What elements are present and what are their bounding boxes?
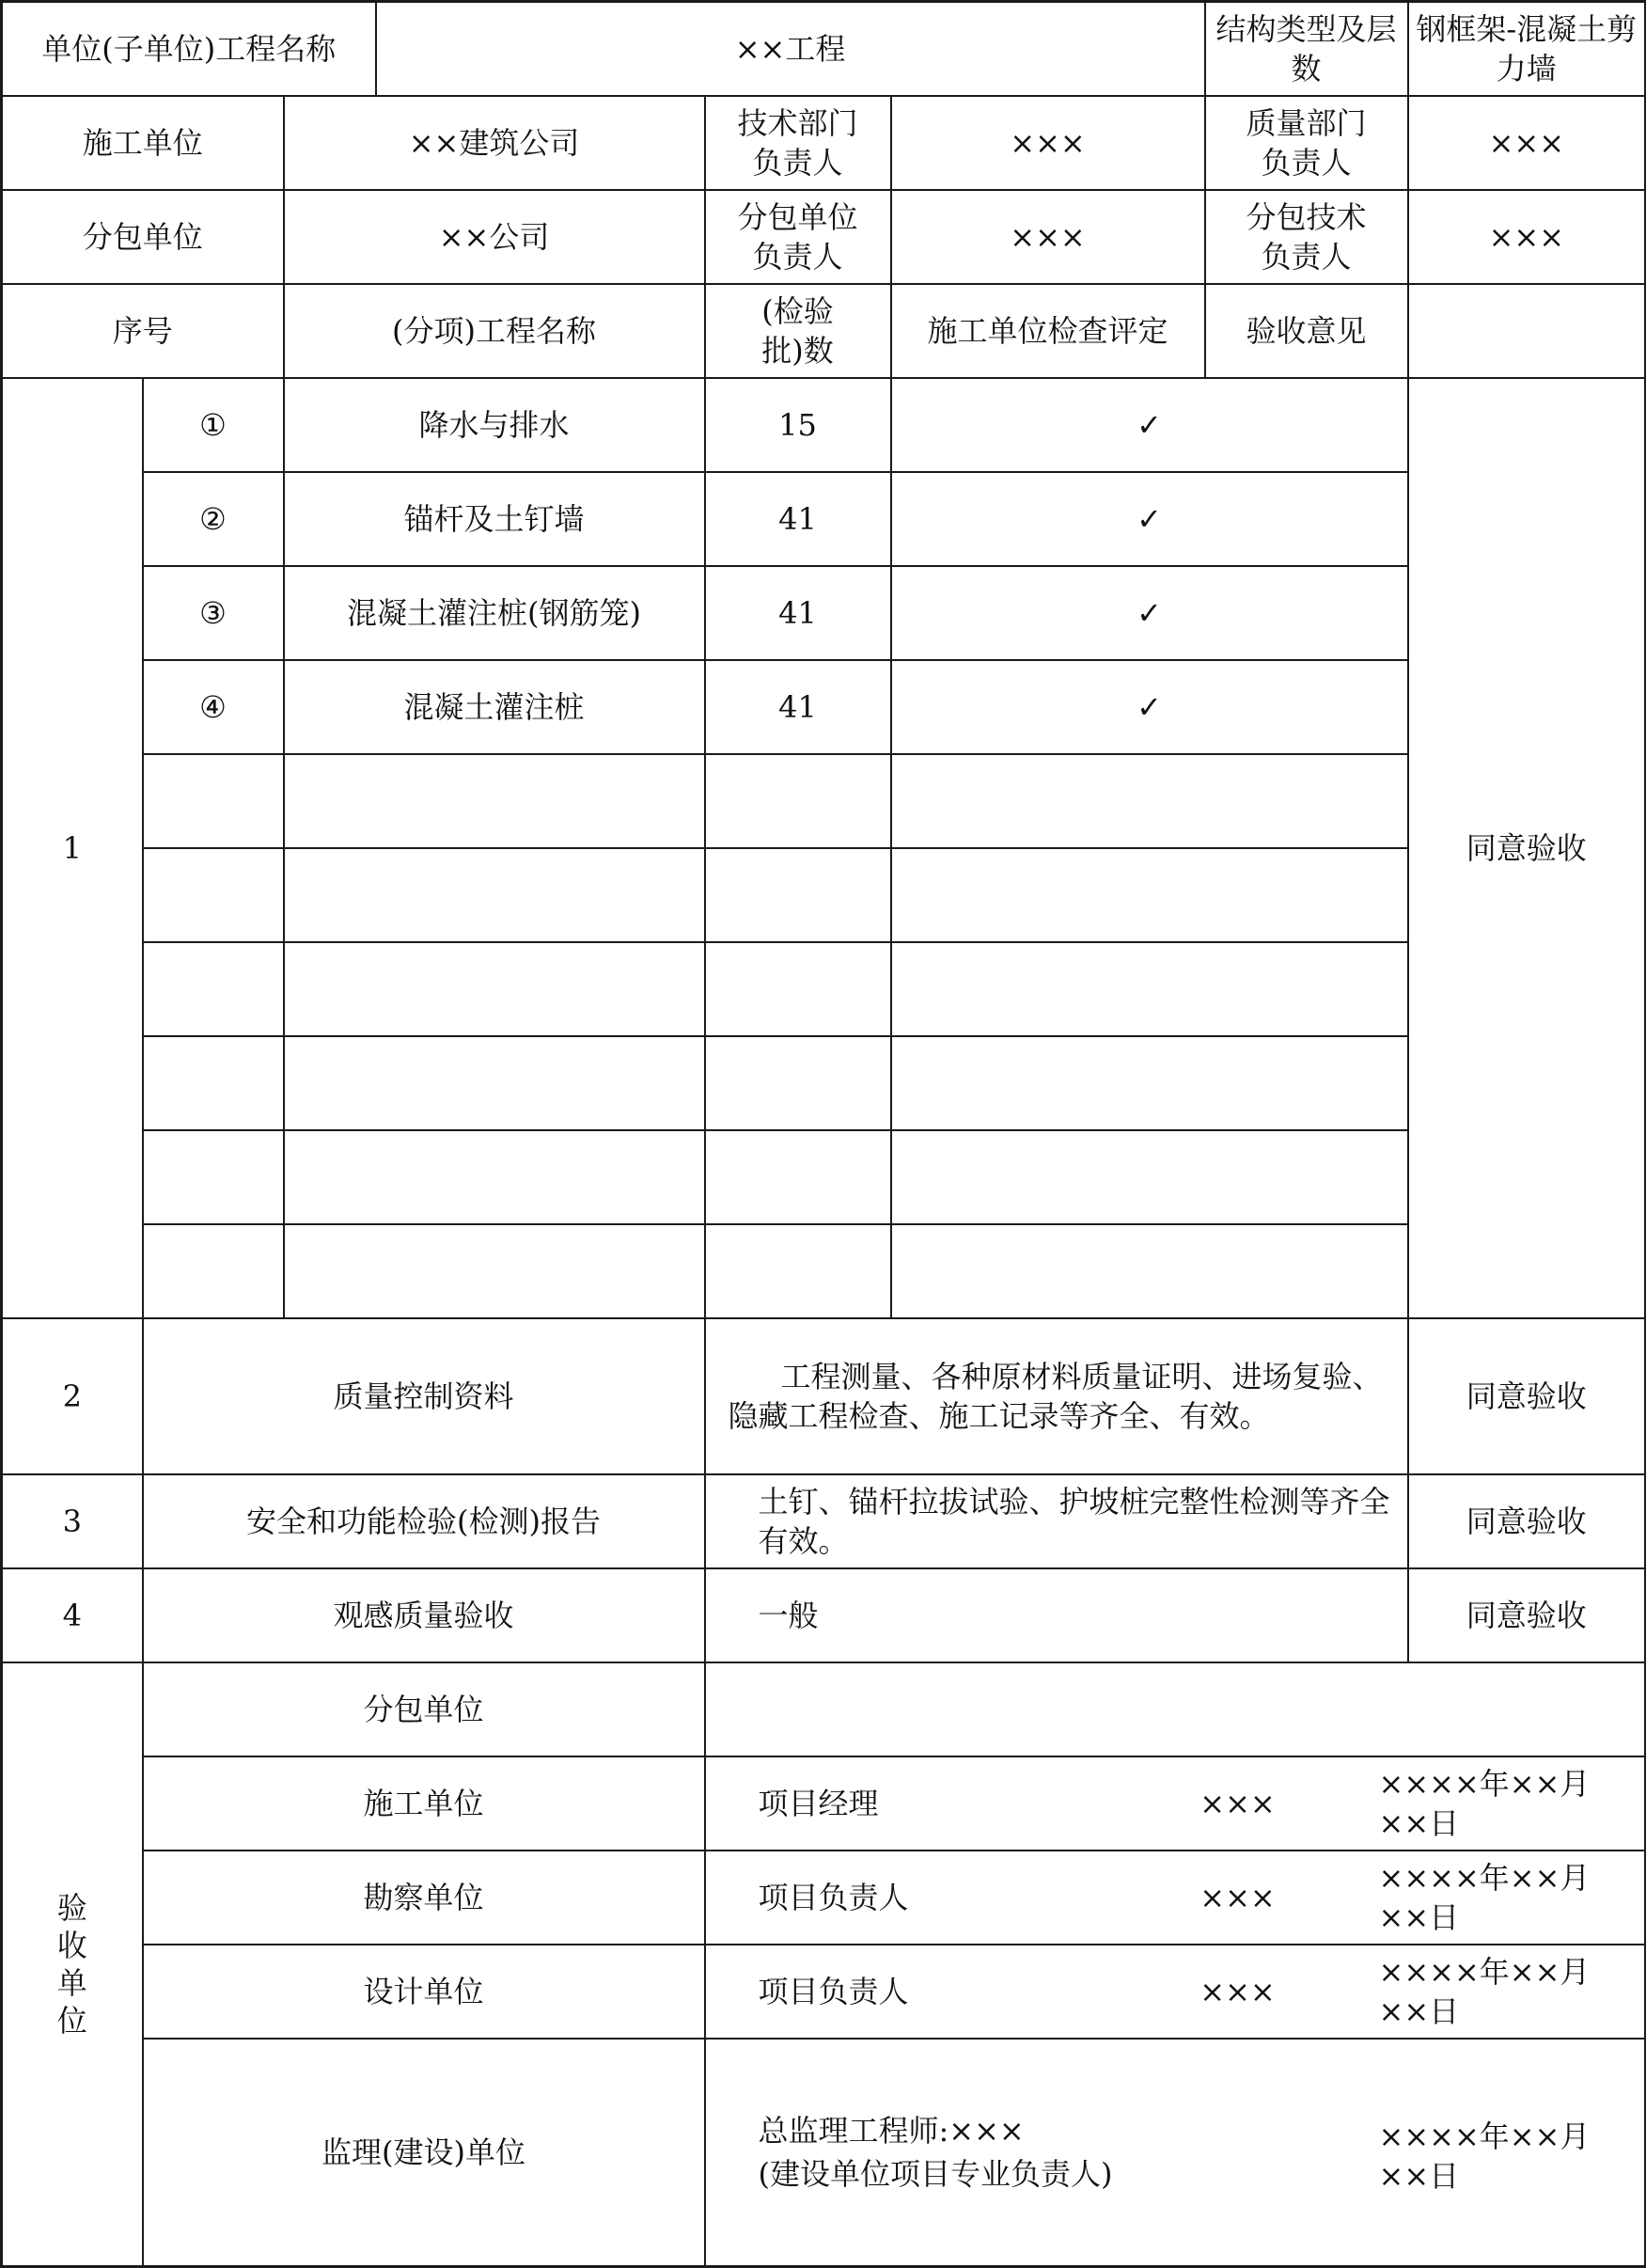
empty-cell xyxy=(284,848,705,942)
empty-cell xyxy=(891,1130,1408,1224)
empty-cell xyxy=(891,754,1408,848)
item-count: 41 xyxy=(705,566,891,660)
acceptance-survey-label: 勘察单位 xyxy=(143,1851,705,1945)
quality-head-label-line2: 负责人 xyxy=(1261,144,1352,181)
acceptance-subcontractor-label: 分包单位 xyxy=(143,1662,705,1756)
section2-opinion: 同意验收 xyxy=(1408,1318,1646,1474)
acceptance-units-title-stack xyxy=(8,1889,136,2040)
supervision-sign-lines xyxy=(759,2109,1341,2196)
empty-cell xyxy=(143,848,284,942)
tech-head-value: ××× xyxy=(891,96,1205,190)
section4-opinion: 同意验收 xyxy=(1408,1568,1646,1662)
section3-content: 土钉、锚杆拉拔试验、护坡桩完整性检测等齐全有效。 xyxy=(705,1474,1408,1568)
item-no: ④ xyxy=(143,660,284,754)
project-name-value: ××工程 xyxy=(376,2,1205,96)
section1-seq: 1 xyxy=(2,378,143,1318)
acceptance-subcontractor-row xyxy=(2,1662,1646,1756)
col-batch-header-line2: 批)数 xyxy=(761,332,834,369)
tech-head-label-line2: 负责人 xyxy=(752,144,843,181)
item-check-mark: ✓ xyxy=(891,566,1408,660)
empty-cell xyxy=(284,754,705,848)
section3-label: 安全和功能检验(检测)报告 xyxy=(143,1474,705,1568)
section4-label: 观感质量验收 xyxy=(143,1568,705,1662)
sign-date: ××××年××月××日 xyxy=(1378,1765,1591,1841)
empty-cell xyxy=(284,942,705,1036)
section2-content: 工程测量、各种原材料质量证明、进场复验、隐藏工程检查、施工记录等齐全、有效。 xyxy=(728,1358,1383,1434)
item-check-mark: ✓ xyxy=(891,378,1408,472)
section2-content-cell xyxy=(705,1318,1408,1474)
acceptance-title-char: 验 xyxy=(56,1889,87,1926)
empty-cell xyxy=(143,1036,284,1130)
tech-head-label xyxy=(705,96,891,190)
empty-cell xyxy=(891,1036,1408,1130)
col-name-header: (分项)工程名称 xyxy=(284,284,705,378)
supervision-sign-block xyxy=(759,2109,1639,2196)
item-name: 混凝土灌注桩 xyxy=(284,660,705,754)
empty-cell xyxy=(705,1224,891,1318)
section4-content: 一般 xyxy=(705,1568,1408,1662)
item-count: 41 xyxy=(705,660,891,754)
empty-row xyxy=(2,942,1646,1036)
sub-head-label-line2: 负责人 xyxy=(752,238,843,275)
empty-row xyxy=(2,1224,1646,1318)
item-check-mark: ✓ xyxy=(891,660,1408,754)
sub-tech-label xyxy=(1205,190,1408,284)
empty-row xyxy=(2,754,1646,848)
table-row xyxy=(2,378,1646,472)
signer-role: 项目负责人 xyxy=(758,1879,909,1915)
acceptance-supervision-sign xyxy=(705,2039,1646,2267)
item-no: ③ xyxy=(143,566,284,660)
empty-row xyxy=(2,1036,1646,1130)
acceptance-supervision-row xyxy=(2,2039,1646,2267)
item-count: 41 xyxy=(705,472,891,566)
contractor-row xyxy=(2,96,1646,190)
appearance-quality-row xyxy=(2,1568,1646,1662)
quality-head-label-line1: 质量部门 xyxy=(1246,104,1367,141)
section2-seq: 2 xyxy=(2,1318,143,1474)
item-count: 15 xyxy=(705,378,891,472)
empty-cell xyxy=(891,848,1408,942)
empty-cell xyxy=(143,942,284,1036)
signer-name: ××× xyxy=(1199,1879,1276,1915)
sub-head-label xyxy=(705,190,891,284)
acceptance-design-row xyxy=(2,1945,1646,2039)
empty-cell xyxy=(705,1130,891,1224)
chief-supervisor-line: 总监理工程师:××× xyxy=(758,2112,1025,2149)
sign-date: ××××年××月××日 xyxy=(1378,1953,1591,2029)
empty-cell xyxy=(284,1036,705,1130)
col-blank-header xyxy=(1408,284,1646,378)
item-name: 降水与排水 xyxy=(284,378,705,472)
sign-line xyxy=(759,1952,1639,2031)
project-row xyxy=(2,2,1646,96)
col-batch-header xyxy=(705,284,891,378)
quality-head-label xyxy=(1205,96,1408,190)
empty-cell xyxy=(143,1130,284,1224)
signer-name: ××× xyxy=(1199,1973,1276,2009)
empty-cell xyxy=(284,1224,705,1318)
acceptance-design-sign xyxy=(705,1945,1646,2039)
project-name-label: 单位(子单位)工程名称 xyxy=(2,2,376,96)
col-opinion-header: 验收意见 xyxy=(1205,284,1408,378)
signer-name: ××× xyxy=(1199,1785,1276,1821)
section3-seq: 3 xyxy=(2,1474,143,1568)
column-header-row xyxy=(2,284,1646,378)
acceptance-units-title xyxy=(2,1662,143,2267)
acceptance-survey-row xyxy=(2,1851,1646,1945)
owner-representative-line: (建设单位项目专业负责人) xyxy=(758,2155,1113,2192)
empty-cell xyxy=(705,942,891,1036)
empty-cell xyxy=(705,848,891,942)
acceptance-survey-sign xyxy=(705,1851,1646,1945)
tech-head-label-line1: 技术部门 xyxy=(737,104,858,141)
section1-opinion: 同意验收 xyxy=(1408,378,1646,1318)
sign-line xyxy=(759,1858,1639,1937)
structure-type-label: 结构类型及层数 xyxy=(1205,2,1408,96)
col-seq-header: 序号 xyxy=(2,284,284,378)
table-row xyxy=(2,660,1646,754)
sub-tech-label-line1: 分包技术 xyxy=(1246,198,1367,235)
section4-seq: 4 xyxy=(2,1568,143,1662)
empty-cell xyxy=(143,754,284,848)
acceptance-title-char: 单 xyxy=(56,1964,87,2001)
item-name: 混凝土灌注桩(钢筋笼) xyxy=(284,566,705,660)
contractor-value: ××建筑公司 xyxy=(284,96,705,190)
empty-cell xyxy=(143,1224,284,1318)
acceptance-subcontractor-sign xyxy=(705,1662,1646,1756)
sign-date: ××××年××月××日 xyxy=(1378,2118,1591,2194)
empty-cell xyxy=(891,942,1408,1036)
quality-control-row xyxy=(2,1318,1646,1474)
subcontractor-value: ××公司 xyxy=(284,190,705,284)
subcontractor-label: 分包单位 xyxy=(2,190,284,284)
acceptance-contractor-row xyxy=(2,1756,1646,1851)
item-no: ① xyxy=(143,378,284,472)
sub-head-value: ××× xyxy=(891,190,1205,284)
acceptance-contractor-sign xyxy=(705,1756,1646,1851)
empty-cell xyxy=(891,1224,1408,1318)
item-check-mark: ✓ xyxy=(891,472,1408,566)
sub-tech-label-line2: 负责人 xyxy=(1261,238,1352,275)
contractor-label: 施工单位 xyxy=(2,96,284,190)
acceptance-design-label: 设计单位 xyxy=(143,1945,705,2039)
empty-cell xyxy=(284,1130,705,1224)
quality-head-value: ××× xyxy=(1408,96,1646,190)
signer-role: 项目经理 xyxy=(758,1785,879,1821)
signer-role: 项目负责人 xyxy=(758,1973,909,2009)
empty-row xyxy=(2,848,1646,942)
acceptance-supervision-label: 监理(建设)单位 xyxy=(143,2039,705,2267)
sign-line xyxy=(759,1764,1639,1843)
col-evaluation-header: 施工单位检查评定 xyxy=(891,284,1205,378)
structure-type-value: 钢框架-混凝土剪力墙 xyxy=(1408,2,1646,96)
empty-row xyxy=(2,1130,1646,1224)
sub-head-label-line1: 分包单位 xyxy=(737,198,858,235)
empty-cell xyxy=(705,1036,891,1130)
acceptance-title-char: 位 xyxy=(56,2002,87,2039)
table-row xyxy=(2,566,1646,660)
section3-opinion: 同意验收 xyxy=(1408,1474,1646,1568)
table-row xyxy=(2,472,1646,566)
acceptance-contractor-label: 施工单位 xyxy=(143,1756,705,1851)
empty-cell xyxy=(705,754,891,848)
subcontractor-row xyxy=(2,190,1646,284)
item-no: ② xyxy=(143,472,284,566)
acceptance-title-char: 收 xyxy=(56,1927,87,1963)
sub-tech-value: ××× xyxy=(1408,190,1646,284)
col-batch-header-line1: (检验 xyxy=(761,292,834,329)
section2-label: 质量控制资料 xyxy=(143,1318,705,1474)
safety-report-row xyxy=(2,1474,1646,1568)
item-name: 锚杆及土钉墙 xyxy=(284,472,705,566)
sign-date: ××××年××月××日 xyxy=(1378,1859,1591,1935)
